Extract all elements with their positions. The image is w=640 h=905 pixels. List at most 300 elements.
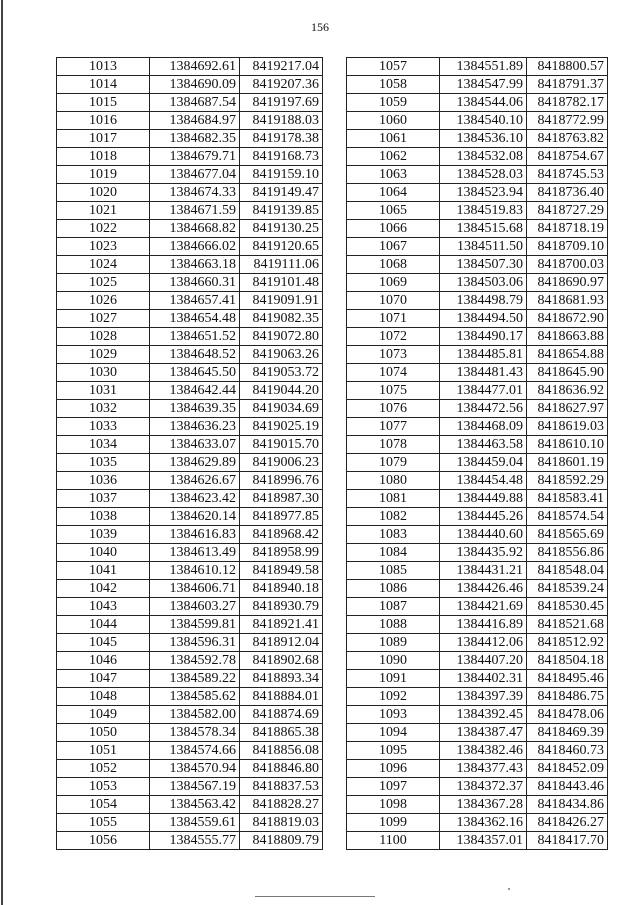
point-number-cell: 1093 (347, 706, 440, 724)
x-coordinate-cell: 1384435.92 (440, 544, 527, 562)
table-row (57, 652, 323, 670)
table-row (57, 58, 323, 76)
x-coordinate-cell: 1384578.34 (150, 724, 240, 742)
y-coordinate-cell: 8418736.40 (527, 184, 608, 202)
table-row (57, 364, 323, 382)
point-number-cell: 1057 (347, 58, 440, 76)
point-number-cell: 1090 (347, 652, 440, 670)
x-coordinate-cell: 1384440.60 (440, 526, 527, 544)
y-coordinate-cell: 8418709.10 (527, 238, 608, 256)
table-row (347, 58, 608, 76)
y-coordinate-cell: 8418968.42 (240, 526, 323, 544)
table-row (347, 220, 608, 238)
y-coordinate-cell: 8419072.80 (240, 328, 323, 346)
table-row (347, 616, 608, 634)
x-coordinate-cell: 1384540.10 (440, 112, 527, 130)
x-coordinate-cell: 1384679.71 (150, 148, 240, 166)
point-number-cell: 1040 (57, 544, 150, 562)
point-number-cell: 1100 (347, 832, 440, 850)
point-number-cell: 1068 (347, 256, 440, 274)
x-coordinate-cell: 1384485.81 (440, 346, 527, 364)
table-row (347, 832, 608, 850)
point-number-cell: 1073 (347, 346, 440, 364)
table-row (347, 706, 608, 724)
table-row (57, 238, 323, 256)
y-coordinate-cell: 8419006.23 (240, 454, 323, 472)
table-row (57, 292, 323, 310)
x-coordinate-cell: 1384570.94 (150, 760, 240, 778)
table-row (347, 652, 608, 670)
y-coordinate-cell: 8419111.06 (240, 256, 323, 274)
y-coordinate-cell: 8418681.93 (527, 292, 608, 310)
y-coordinate-cell: 8418565.69 (527, 526, 608, 544)
table-row (57, 166, 323, 184)
table-row (347, 418, 608, 436)
table-row (57, 346, 323, 364)
x-coordinate-cell: 1384620.14 (150, 508, 240, 526)
y-coordinate-cell: 8418417.70 (527, 832, 608, 850)
point-number-cell: 1047 (57, 670, 150, 688)
y-coordinate-cell: 8418478.06 (527, 706, 608, 724)
y-coordinate-cell: 8418690.97 (527, 274, 608, 292)
point-number-cell: 1033 (57, 418, 150, 436)
table-row (347, 76, 608, 94)
point-number-cell: 1030 (57, 364, 150, 382)
x-coordinate-cell: 1384633.07 (150, 436, 240, 454)
table-row (347, 148, 608, 166)
y-coordinate-cell: 8418663.88 (527, 328, 608, 346)
x-coordinate-cell: 1384639.35 (150, 400, 240, 418)
y-coordinate-cell: 8419044.20 (240, 382, 323, 400)
table-row (347, 94, 608, 112)
y-coordinate-cell: 8418846.80 (240, 760, 323, 778)
y-coordinate-cell: 8418837.53 (240, 778, 323, 796)
y-coordinate-cell: 8418460.73 (527, 742, 608, 760)
table-row (57, 814, 323, 832)
x-coordinate-cell: 1384536.10 (440, 130, 527, 148)
point-number-cell: 1059 (347, 94, 440, 112)
table-row (347, 688, 608, 706)
y-coordinate-cell: 8419053.72 (240, 364, 323, 382)
point-number-cell: 1097 (347, 778, 440, 796)
y-coordinate-cell: 8418800.57 (527, 58, 608, 76)
point-number-cell: 1077 (347, 418, 440, 436)
footer-rule (255, 896, 375, 897)
point-number-cell: 1037 (57, 490, 150, 508)
y-coordinate-cell: 8418521.68 (527, 616, 608, 634)
table-row (347, 184, 608, 202)
point-number-cell: 1084 (347, 544, 440, 562)
y-coordinate-cell: 8418539.24 (527, 580, 608, 598)
x-coordinate-cell: 1384648.52 (150, 346, 240, 364)
point-number-cell: 1044 (57, 616, 150, 634)
point-number-cell: 1089 (347, 634, 440, 652)
y-coordinate-cell: 8419197.69 (240, 94, 323, 112)
x-coordinate-cell: 1384574.66 (150, 742, 240, 760)
y-coordinate-cell: 8418977.85 (240, 508, 323, 526)
y-coordinate-cell: 8418763.82 (527, 130, 608, 148)
point-number-cell: 1083 (347, 526, 440, 544)
x-coordinate-cell: 1384392.45 (440, 706, 527, 724)
x-coordinate-cell: 1384507.30 (440, 256, 527, 274)
x-coordinate-cell: 1384477.01 (440, 382, 527, 400)
table-row (347, 508, 608, 526)
table-row (57, 400, 323, 418)
point-number-cell: 1058 (347, 76, 440, 94)
point-number-cell: 1027 (57, 310, 150, 328)
x-coordinate-cell: 1384519.83 (440, 202, 527, 220)
point-number-cell: 1028 (57, 328, 150, 346)
x-coordinate-cell: 1384528.03 (440, 166, 527, 184)
table-row (347, 796, 608, 814)
x-coordinate-cell: 1384671.59 (150, 202, 240, 220)
table-row (57, 724, 323, 742)
point-number-cell: 1036 (57, 472, 150, 490)
x-coordinate-cell: 1384657.41 (150, 292, 240, 310)
x-coordinate-cell: 1384613.49 (150, 544, 240, 562)
point-number-cell: 1096 (347, 760, 440, 778)
table-row (57, 742, 323, 760)
y-coordinate-cell: 8418627.97 (527, 400, 608, 418)
point-number-cell: 1039 (57, 526, 150, 544)
x-coordinate-cell: 1384582.00 (150, 706, 240, 724)
point-number-cell: 1022 (57, 220, 150, 238)
table-row (57, 184, 323, 202)
x-coordinate-cell: 1384559.61 (150, 814, 240, 832)
y-coordinate-cell: 8419063.26 (240, 346, 323, 364)
point-number-cell: 1018 (57, 148, 150, 166)
x-coordinate-cell: 1384431.21 (440, 562, 527, 580)
x-coordinate-cell: 1384490.17 (440, 328, 527, 346)
y-coordinate-cell: 8418958.99 (240, 544, 323, 562)
table-row (347, 742, 608, 760)
x-coordinate-cell: 1384692.61 (150, 58, 240, 76)
y-coordinate-cell: 8418592.29 (527, 472, 608, 490)
point-number-cell: 1085 (347, 562, 440, 580)
point-number-cell: 1065 (347, 202, 440, 220)
point-number-cell: 1024 (57, 256, 150, 274)
x-coordinate-cell: 1384668.82 (150, 220, 240, 238)
y-coordinate-cell: 8418930.79 (240, 598, 323, 616)
table-row (347, 166, 608, 184)
y-coordinate-cell: 8418583.41 (527, 490, 608, 508)
table-row (347, 454, 608, 472)
point-number-cell: 1099 (347, 814, 440, 832)
table-row (57, 526, 323, 544)
y-coordinate-cell: 8418912.04 (240, 634, 323, 652)
y-coordinate-cell: 8419082.35 (240, 310, 323, 328)
y-coordinate-cell: 8418987.30 (240, 490, 323, 508)
point-number-cell: 1019 (57, 166, 150, 184)
x-coordinate-cell: 1384606.71 (150, 580, 240, 598)
point-number-cell: 1041 (57, 562, 150, 580)
x-coordinate-cell: 1384412.06 (440, 634, 527, 652)
point-number-cell: 1094 (347, 724, 440, 742)
x-coordinate-cell: 1384563.42 (150, 796, 240, 814)
y-coordinate-cell: 8419159.10 (240, 166, 323, 184)
table-row (57, 508, 323, 526)
point-number-cell: 1062 (347, 148, 440, 166)
x-coordinate-cell: 1384687.54 (150, 94, 240, 112)
x-coordinate-cell: 1384636.23 (150, 418, 240, 436)
table-row (347, 598, 608, 616)
y-coordinate-cell: 8418495.46 (527, 670, 608, 688)
table-row (347, 634, 608, 652)
x-coordinate-cell: 1384494.50 (440, 310, 527, 328)
x-coordinate-cell: 1384382.46 (440, 742, 527, 760)
point-number-cell: 1087 (347, 598, 440, 616)
y-coordinate-cell: 8418512.92 (527, 634, 608, 652)
point-number-cell: 1032 (57, 400, 150, 418)
table-row (57, 76, 323, 94)
point-number-cell: 1071 (347, 310, 440, 328)
x-coordinate-cell: 1384684.97 (150, 112, 240, 130)
point-number-cell: 1045 (57, 634, 150, 652)
y-coordinate-cell: 8418556.86 (527, 544, 608, 562)
table-row (347, 112, 608, 130)
point-number-cell: 1067 (347, 238, 440, 256)
x-coordinate-cell: 1384544.06 (440, 94, 527, 112)
table-row (57, 760, 323, 778)
point-number-cell: 1031 (57, 382, 150, 400)
y-coordinate-cell: 8419015.70 (240, 436, 323, 454)
y-coordinate-cell: 8418654.88 (527, 346, 608, 364)
point-number-cell: 1053 (57, 778, 150, 796)
y-coordinate-cell: 8418884.01 (240, 688, 323, 706)
y-coordinate-cell: 8418486.75 (527, 688, 608, 706)
point-number-cell: 1063 (347, 166, 440, 184)
x-coordinate-cell: 1384645.50 (150, 364, 240, 382)
y-coordinate-cell: 8419149.47 (240, 184, 323, 202)
table-row (347, 580, 608, 598)
point-number-cell: 1048 (57, 688, 150, 706)
x-coordinate-cell: 1384511.50 (440, 238, 527, 256)
y-coordinate-cell: 8418434.86 (527, 796, 608, 814)
table-row (57, 580, 323, 598)
point-number-cell: 1038 (57, 508, 150, 526)
y-coordinate-cell: 8419120.65 (240, 238, 323, 256)
table-row (57, 688, 323, 706)
y-coordinate-cell: 8418469.39 (527, 724, 608, 742)
x-coordinate-cell: 1384402.31 (440, 670, 527, 688)
x-coordinate-cell: 1384372.37 (440, 778, 527, 796)
point-number-cell: 1017 (57, 130, 150, 148)
table-row (347, 202, 608, 220)
x-coordinate-cell: 1384454.48 (440, 472, 527, 490)
coordinate-table-right (346, 57, 608, 850)
y-coordinate-cell: 8418443.46 (527, 778, 608, 796)
y-coordinate-cell: 8418996.76 (240, 472, 323, 490)
point-number-cell: 1025 (57, 274, 150, 292)
table-row (347, 256, 608, 274)
y-coordinate-cell: 8419034.69 (240, 400, 323, 418)
table-row (57, 634, 323, 652)
point-number-cell: 1091 (347, 670, 440, 688)
x-coordinate-cell: 1384377.43 (440, 760, 527, 778)
x-coordinate-cell: 1384472.56 (440, 400, 527, 418)
table-row (57, 706, 323, 724)
table-row (57, 490, 323, 508)
x-coordinate-cell: 1384362.16 (440, 814, 527, 832)
point-number-cell: 1082 (347, 508, 440, 526)
point-number-cell: 1095 (347, 742, 440, 760)
x-coordinate-cell: 1384674.33 (150, 184, 240, 202)
x-coordinate-cell: 1384654.48 (150, 310, 240, 328)
y-coordinate-cell: 8418745.53 (527, 166, 608, 184)
table-row (347, 436, 608, 454)
table-row (57, 796, 323, 814)
y-coordinate-cell: 8418574.54 (527, 508, 608, 526)
point-number-cell: 1069 (347, 274, 440, 292)
table-row (347, 400, 608, 418)
y-coordinate-cell: 8418809.79 (240, 832, 323, 850)
point-number-cell: 1056 (57, 832, 150, 850)
point-number-cell: 1076 (347, 400, 440, 418)
x-coordinate-cell: 1384459.04 (440, 454, 527, 472)
x-coordinate-cell: 1384498.79 (440, 292, 527, 310)
table-row (57, 202, 323, 220)
table-row (57, 436, 323, 454)
table-row (347, 670, 608, 688)
y-coordinate-cell: 8419178.38 (240, 130, 323, 148)
x-coordinate-cell: 1384682.35 (150, 130, 240, 148)
point-number-cell: 1055 (57, 814, 150, 832)
x-coordinate-cell: 1384367.28 (440, 796, 527, 814)
y-coordinate-cell: 8418530.45 (527, 598, 608, 616)
y-coordinate-cell: 8419188.03 (240, 112, 323, 130)
x-coordinate-cell: 1384603.27 (150, 598, 240, 616)
table-row (57, 112, 323, 130)
table-row (347, 328, 608, 346)
page-number: 156 (311, 20, 329, 34)
point-number-cell: 1086 (347, 580, 440, 598)
x-coordinate-cell: 1384677.04 (150, 166, 240, 184)
point-number-cell: 1016 (57, 112, 150, 130)
point-number-cell: 1046 (57, 652, 150, 670)
y-coordinate-cell: 8418610.10 (527, 436, 608, 454)
y-coordinate-cell: 8418426.27 (527, 814, 608, 832)
table-row (347, 526, 608, 544)
table-row (57, 472, 323, 490)
y-coordinate-cell: 8418940.18 (240, 580, 323, 598)
table-row (57, 328, 323, 346)
point-number-cell: 1080 (347, 472, 440, 490)
x-coordinate-cell: 1384416.89 (440, 616, 527, 634)
x-coordinate-cell: 1384551.89 (440, 58, 527, 76)
table-row (347, 562, 608, 580)
table-row (347, 364, 608, 382)
point-number-cell: 1029 (57, 346, 150, 364)
y-coordinate-cell: 8419091.91 (240, 292, 323, 310)
table-row (57, 562, 323, 580)
table-row (347, 472, 608, 490)
y-coordinate-cell: 8418548.04 (527, 562, 608, 580)
x-coordinate-cell: 1384468.09 (440, 418, 527, 436)
x-coordinate-cell: 1384407.20 (440, 652, 527, 670)
point-number-cell: 1088 (347, 616, 440, 634)
table-row (57, 382, 323, 400)
point-number-cell: 1021 (57, 202, 150, 220)
point-number-cell: 1050 (57, 724, 150, 742)
x-coordinate-cell: 1384445.26 (440, 508, 527, 526)
point-number-cell: 1015 (57, 94, 150, 112)
y-coordinate-cell: 8418754.67 (527, 148, 608, 166)
table-row (57, 598, 323, 616)
table-row (347, 490, 608, 508)
y-coordinate-cell: 8418828.27 (240, 796, 323, 814)
point-number-cell: 1066 (347, 220, 440, 238)
point-number-cell: 1020 (57, 184, 150, 202)
point-number-cell: 1054 (57, 796, 150, 814)
x-coordinate-cell: 1384555.77 (150, 832, 240, 850)
x-coordinate-cell: 1384690.09 (150, 76, 240, 94)
y-coordinate-cell: 8418856.08 (240, 742, 323, 760)
table-row (57, 220, 323, 238)
table-row (57, 454, 323, 472)
x-coordinate-cell: 1384592.78 (150, 652, 240, 670)
point-number-cell: 1023 (57, 238, 150, 256)
x-coordinate-cell: 1384449.88 (440, 490, 527, 508)
x-coordinate-cell: 1384642.44 (150, 382, 240, 400)
x-coordinate-cell: 1384397.39 (440, 688, 527, 706)
table-row (347, 814, 608, 832)
table-row (57, 778, 323, 796)
y-coordinate-cell: 8419025.19 (240, 418, 323, 436)
table-row (57, 130, 323, 148)
table-row (347, 238, 608, 256)
y-coordinate-cell: 8418636.92 (527, 382, 608, 400)
y-coordinate-cell: 8418601.19 (527, 454, 608, 472)
table-row (57, 148, 323, 166)
point-number-cell: 1042 (57, 580, 150, 598)
point-number-cell: 1014 (57, 76, 150, 94)
point-number-cell: 1098 (347, 796, 440, 814)
y-coordinate-cell: 8418619.03 (527, 418, 608, 436)
table-row (57, 616, 323, 634)
point-number-cell: 1043 (57, 598, 150, 616)
x-coordinate-cell: 1384523.94 (440, 184, 527, 202)
y-coordinate-cell: 8418452.09 (527, 760, 608, 778)
x-coordinate-cell: 1384626.67 (150, 472, 240, 490)
y-coordinate-cell: 8419207.36 (240, 76, 323, 94)
point-number-cell: 1051 (57, 742, 150, 760)
x-coordinate-cell: 1384567.19 (150, 778, 240, 796)
table-row (57, 310, 323, 328)
x-coordinate-cell: 1384666.02 (150, 238, 240, 256)
x-coordinate-cell: 1384599.81 (150, 616, 240, 634)
table-row (57, 670, 323, 688)
table-row (347, 310, 608, 328)
table-row (347, 292, 608, 310)
table-row (57, 94, 323, 112)
y-coordinate-cell: 8418672.90 (527, 310, 608, 328)
x-coordinate-cell: 1384610.12 (150, 562, 240, 580)
point-number-cell: 1049 (57, 706, 150, 724)
x-coordinate-cell: 1384663.18 (150, 256, 240, 274)
table-row (57, 418, 323, 436)
x-coordinate-cell: 1384463.58 (440, 436, 527, 454)
x-coordinate-cell: 1384629.89 (150, 454, 240, 472)
x-coordinate-cell: 1384532.08 (440, 148, 527, 166)
y-coordinate-cell: 8418645.90 (527, 364, 608, 382)
scan-speck (508, 888, 510, 890)
x-coordinate-cell: 1384426.46 (440, 580, 527, 598)
point-number-cell: 1026 (57, 292, 150, 310)
table-row (347, 760, 608, 778)
y-coordinate-cell: 8419130.25 (240, 220, 323, 238)
point-number-cell: 1060 (347, 112, 440, 130)
table-row (57, 274, 323, 292)
